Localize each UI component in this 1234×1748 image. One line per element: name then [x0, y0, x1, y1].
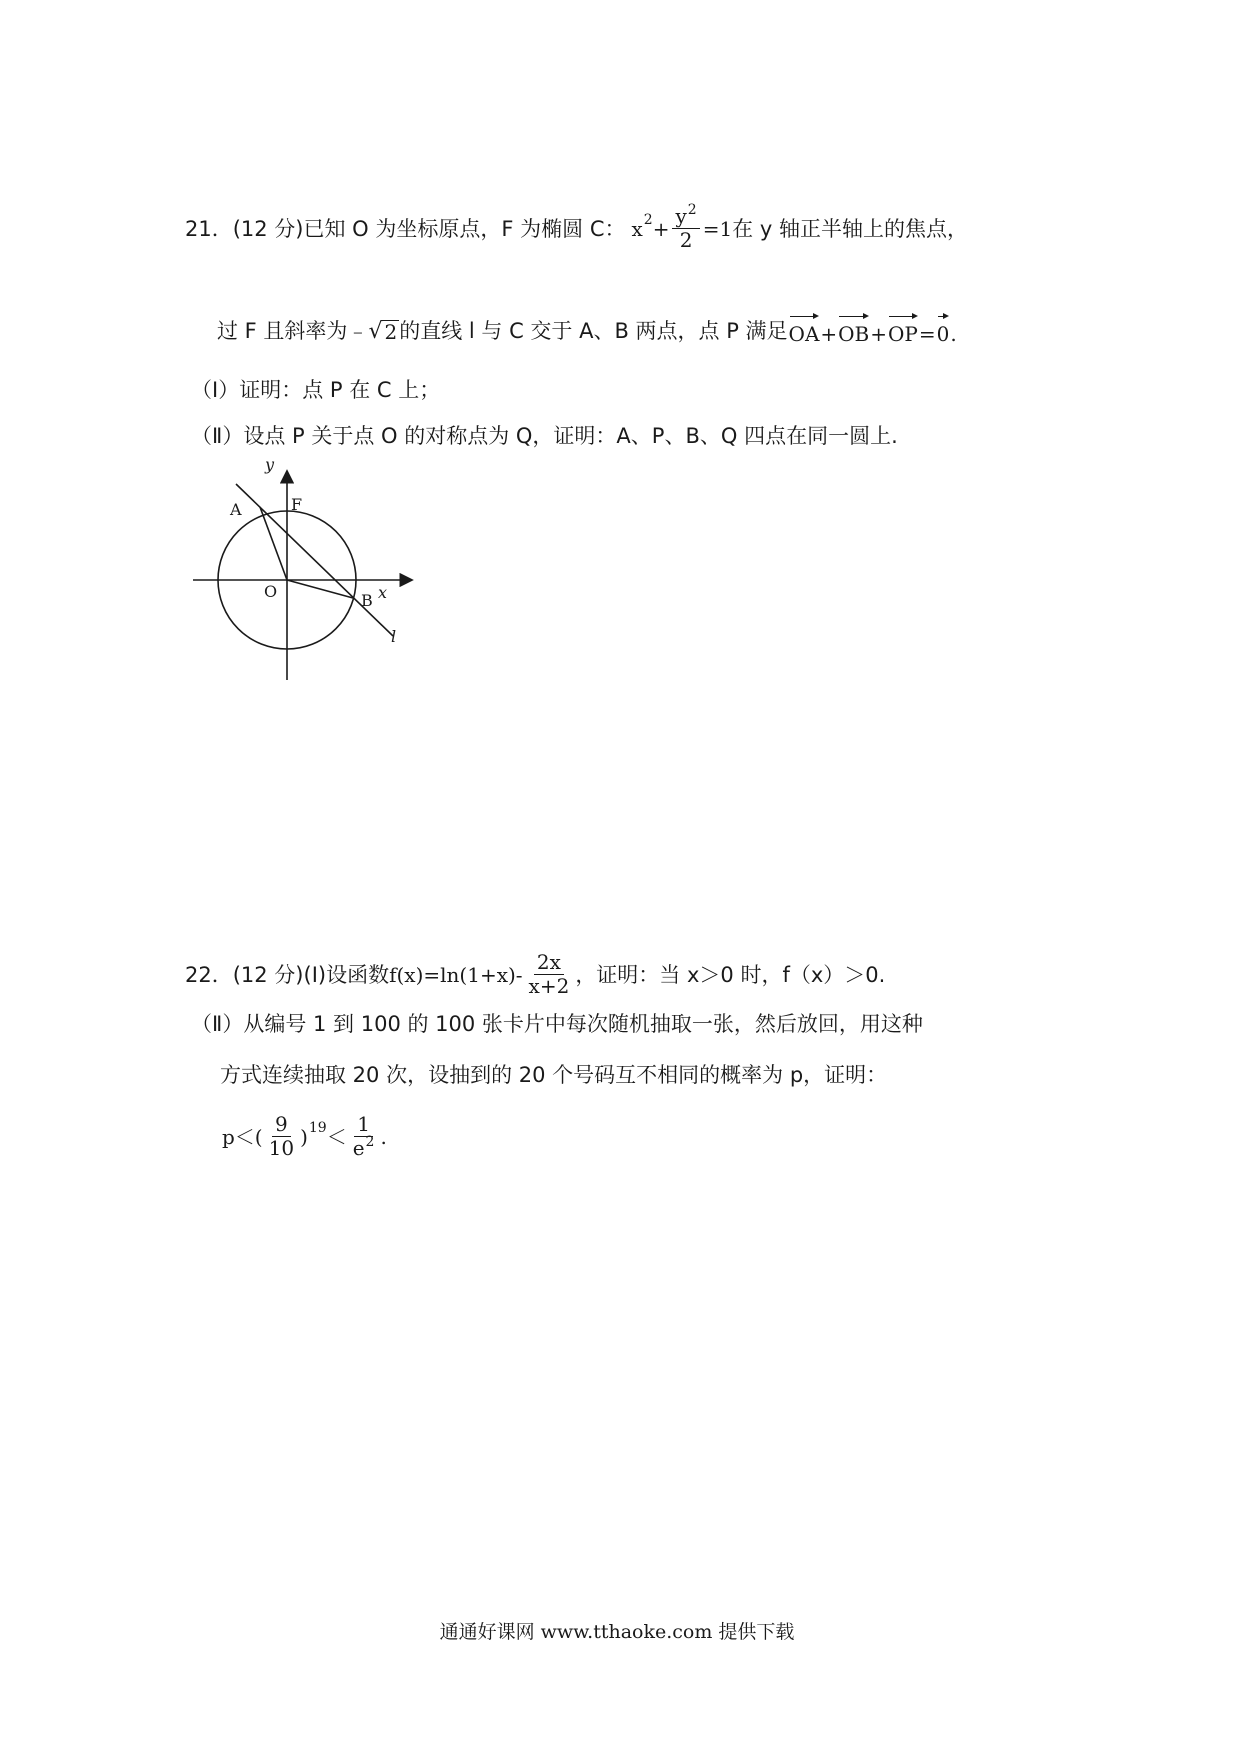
p-lt: p＜( — [222, 1124, 263, 1149]
plus-1: + — [820, 322, 838, 346]
q21-line2-intro: 过 F 且斜率为﹣ — [217, 319, 369, 343]
e: e — [352, 1136, 365, 1160]
y2-over-2 — [672, 202, 699, 252]
fx-expression: f(x)=ln(1+x)- — [389, 962, 523, 987]
less-than: ＜ — [326, 1124, 347, 1149]
label-a: A — [230, 500, 242, 519]
q21-line1 — [185, 202, 968, 252]
close-paren: ) — [300, 1124, 308, 1149]
q22-inequality — [222, 1114, 387, 1159]
eq-plus: + — [652, 216, 670, 241]
q21-line2 — [217, 314, 957, 348]
frac-den: x+2 — [528, 974, 570, 998]
q21-part1: （Ⅰ）证明：点 P 在 C 上； — [191, 378, 441, 402]
frac-9: 9 — [272, 1114, 291, 1137]
label-l: l — [391, 627, 397, 646]
frac-1: 1 — [354, 1114, 373, 1137]
footer-source: 通通好课网 www.tthaoke.com 提供下载 — [439, 1621, 795, 1643]
label-y: y — [265, 458, 275, 474]
label-f: F — [291, 495, 303, 514]
zero-vector: 0 — [937, 314, 950, 348]
label-o: O — [264, 582, 278, 601]
radical-sign: √ — [368, 318, 383, 344]
label-x: x — [378, 583, 388, 602]
eq-den: 2 — [679, 228, 693, 252]
q22-line1 — [185, 952, 885, 997]
frac-10: 10 — [268, 1136, 295, 1160]
vector-op: OP — [888, 314, 918, 348]
q21-line1-tail: 在 y 轴正半轴上的焦点， — [732, 216, 968, 241]
e-exp: 2 — [365, 1134, 375, 1150]
q22-line1-tail: ，证明：当 x＞0 时，f（x）＞0. — [575, 962, 886, 987]
one-over-e-squared — [350, 1114, 378, 1159]
nine-tenths — [266, 1114, 297, 1159]
eq-y: y — [675, 204, 687, 228]
2x-over-x-plus-2 — [526, 952, 573, 997]
segment-ob — [287, 580, 353, 598]
radicand: 2 — [384, 319, 398, 344]
vector-equation — [788, 314, 957, 348]
period: . — [950, 322, 957, 346]
q21-part2: （Ⅱ）设点 P 关于点 O 的对称点为 Q，证明：A、P、B、Q 四点在同一圆上. — [191, 424, 898, 448]
line-l — [236, 484, 393, 636]
ellipse-figure — [185, 458, 425, 688]
q22-intro: 22．(12 分)(Ⅰ)设函数 — [185, 962, 390, 987]
eq-rhs: =1 — [702, 216, 733, 241]
q22-part2-line1: （Ⅱ）从编号 1 到 100 的 100 张卡片中每次随机抽取一张，然后放回，用这种 — [191, 1012, 923, 1036]
segment-oa — [260, 507, 287, 580]
eq-x-exp: 2 — [643, 211, 653, 228]
vector-oa: OA — [789, 314, 820, 348]
exp-19: 19 — [308, 1119, 327, 1136]
equals: = — [918, 322, 936, 346]
period-end: . — [380, 1124, 387, 1149]
q21-line2-mid: 的直线 l 与 C 交于 A、B 两点，点 P 满足 — [399, 319, 788, 343]
sqrt-2 — [368, 320, 399, 343]
vector-ob: OB — [838, 314, 869, 348]
q21-intro: 21．(12 分)已知 O 为坐标原点，F 为椭圆 C： — [185, 216, 626, 241]
eq-x: x — [631, 216, 643, 241]
plus-2: + — [870, 322, 888, 346]
ellipse-equation — [631, 202, 733, 252]
frac-num: 2x — [534, 952, 564, 975]
label-b: B — [361, 591, 373, 610]
q22-part2-line2: 方式连续抽取 20 次，设抽到的 20 个号码互不相同的概率为 p，证明： — [220, 1063, 888, 1087]
eq-y-exp: 2 — [687, 202, 697, 218]
function-definition — [389, 952, 575, 997]
